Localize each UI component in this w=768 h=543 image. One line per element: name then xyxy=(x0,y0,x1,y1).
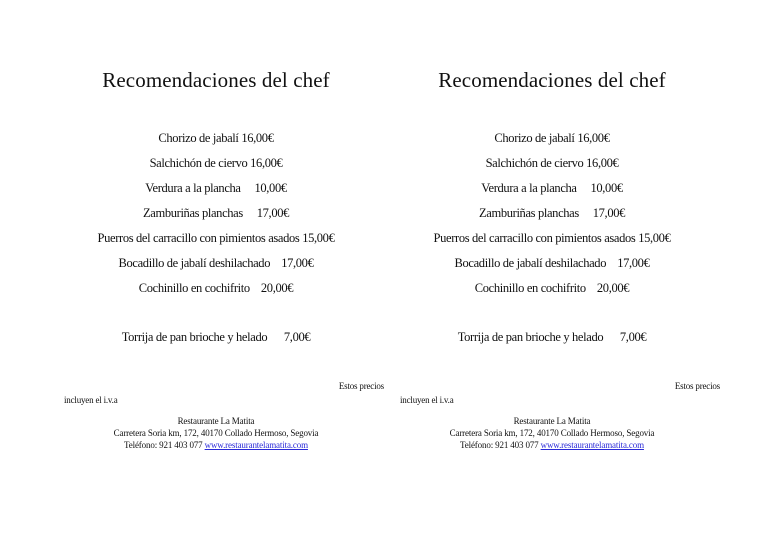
menu-item: Puerros del carracillo con pimientos asados 15,00€ xyxy=(97,231,335,245)
tax-note-line2: incluyen el i.v.a xyxy=(400,395,454,405)
website-link[interactable]: www.restaurantelamatita.com xyxy=(540,440,644,450)
menu-item: Chorizo de jabalí 16,00€ xyxy=(158,131,274,145)
menu-title: Recomendaciones del chef xyxy=(438,68,666,92)
menu-item: Bocadillo de jabalí deshilachado 17,00€ xyxy=(454,256,650,270)
menu-item: Bocadillo de jabalí deshilachado 17,00€ xyxy=(118,256,314,270)
tax-note-line2: incluyen el i.v.a xyxy=(64,395,118,405)
menu-card-left xyxy=(48,0,384,543)
menu-item: Verdura a la plancha 10,00€ xyxy=(481,181,623,195)
contact-line xyxy=(384,440,720,450)
tax-note-line1: Estos precios xyxy=(674,381,720,391)
phone-text: Teléfono: 921 403 077 xyxy=(460,440,541,450)
menu-item: Cochinillo en cochifrito 20,00€ xyxy=(138,281,294,295)
menu-item: Puerros del carracillo con pimientos asados 15,00€ xyxy=(433,231,671,245)
restaurant-address: Carretera Soria km, 172, 40170 Collado Hermoso, Segovia xyxy=(449,428,655,438)
menu-item: Zamburiñas planchas 17,00€ xyxy=(142,206,290,220)
contact-line xyxy=(48,440,384,450)
menu-item: Salchichón de ciervo 16,00€ xyxy=(149,156,283,170)
restaurant-address: Carretera Soria km, 172, 40170 Collado Hermoso, Segovia xyxy=(113,428,319,438)
menu-item: Zamburiñas planchas 17,00€ xyxy=(478,206,626,220)
menu-title: Recomendaciones del chef xyxy=(102,68,330,92)
restaurant-name: Restaurante La Matita xyxy=(177,416,255,426)
dessert-item: Torrija de pan brioche y helado 7,00€ xyxy=(457,330,647,344)
menu-item: Chorizo de jabalí 16,00€ xyxy=(494,131,610,145)
menu-item: Cochinillo en cochifrito 20,00€ xyxy=(474,281,630,295)
menu-item: Salchichón de ciervo 16,00€ xyxy=(485,156,619,170)
menu-item: Verdura a la plancha 10,00€ xyxy=(145,181,287,195)
restaurant-name: Restaurante La Matita xyxy=(513,416,591,426)
phone-text: Teléfono: 921 403 077 xyxy=(124,440,205,450)
website-link[interactable]: www.restaurantelamatita.com xyxy=(204,440,308,450)
menu-card-right xyxy=(384,0,720,543)
dessert-item: Torrija de pan brioche y helado 7,00€ xyxy=(121,330,311,344)
tax-note-line1: Estos precios xyxy=(338,381,384,391)
